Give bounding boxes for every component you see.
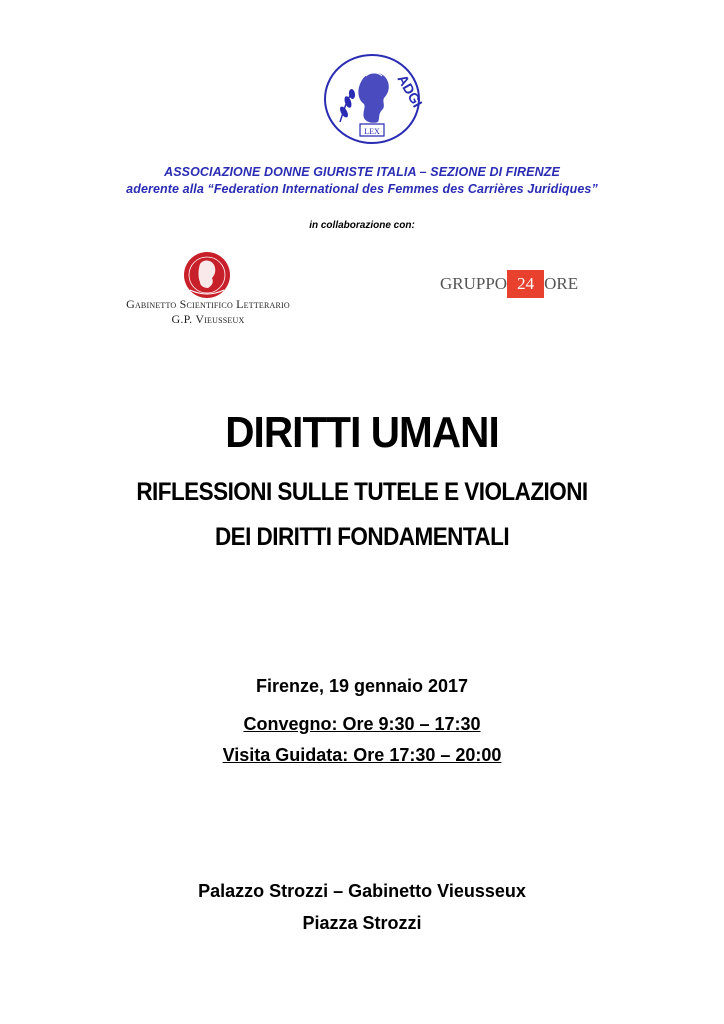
adgi-text: ADGI [394,71,426,111]
venue-line-1: Palazzo Strozzi – Gabinetto Vieusseux [198,881,526,901]
association-affiliation: aderente alla “Federation International des Femmes des Carrières Juridiques” [126,182,598,196]
gruppo-right-text: ORE [544,274,579,293]
adgi-logo [322,52,426,146]
lex-text: LEX [364,127,380,136]
gruppo-24-box: 24 [507,270,544,298]
subtitle-line-1: RIFLESSIONI SULLE TUTELE E VIOLAZIONI [136,478,588,506]
vieusseux-subname: G.P. Vieusseux [171,312,245,326]
event-date: Firenze, 19 gennaio 2017 [255,676,469,696]
convegno-time: Convegno: Ore 9:30 – 17:30 [243,714,481,734]
gruppo-left-text: GRUPPO [440,274,508,293]
main-title: DIRITTI UMANI [225,408,499,457]
visita-time: Visita Guidata: Ore 17:30 – 20:00 [222,745,502,765]
gruppo24ore-logo [440,270,585,298]
subtitle-line-2: DEI DIRITTI FONDAMENTALI [214,523,510,551]
venue-line-2: Piazza Strozzi [302,913,422,933]
vieusseux-logo [178,250,236,300]
association-name: ASSOCIAZIONE DONNE GIURISTE ITALIA – SEZIONE DI FIRENZE [164,165,560,179]
vieusseux-name: Gabinetto Scientifico Letterario [126,297,290,311]
collaboration-label: in collaborazione con: [309,220,415,231]
